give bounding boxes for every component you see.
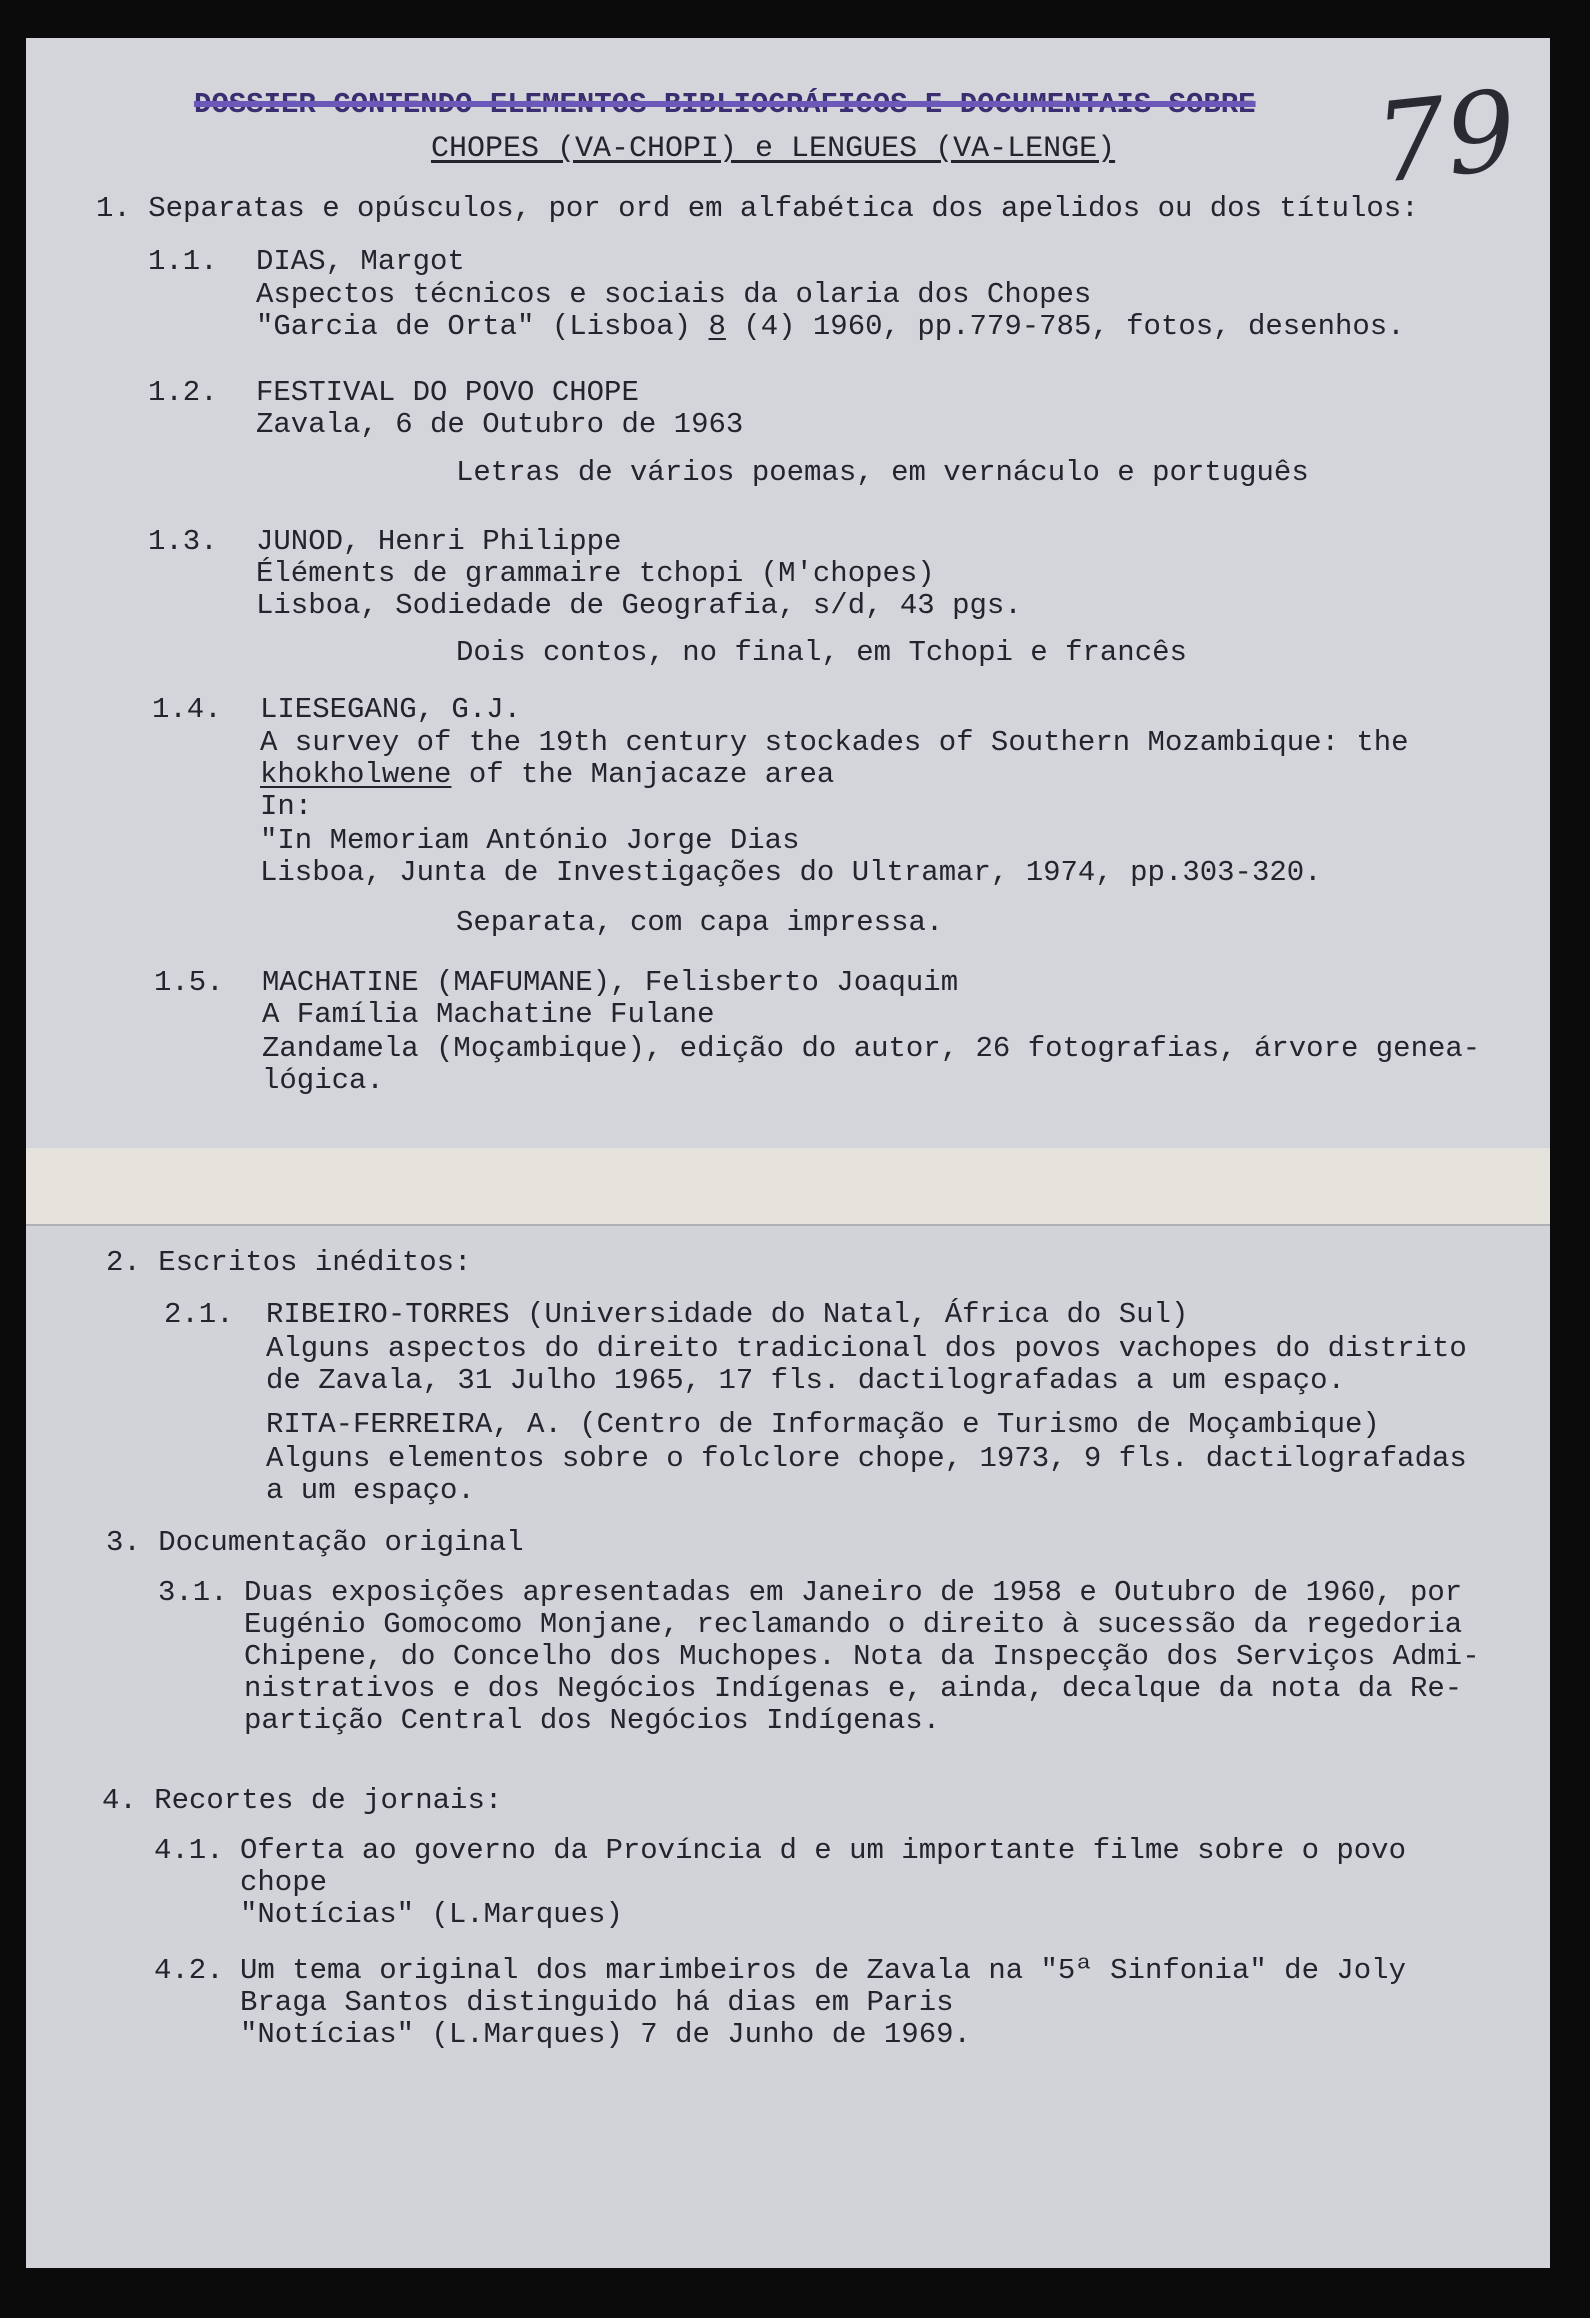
item-number: 1.5. <box>154 966 224 999</box>
item-author: LIESEGANG, G.J. <box>260 693 522 726</box>
section-1-heading: 1. Separatas e opúsculos, por ord em alfabética dos apelidos ou dos títulos: <box>96 192 1419 225</box>
item-author: RITA-FERREIRA, A. (Centro de Informação e Turismo de Moçambique) <box>266 1408 1380 1441</box>
item-in-title: "In Memoriam António Jorge Dias <box>260 824 800 857</box>
item-line: Chipene, do Concelho dos Muchopes. Nota da Inspecção dos Serviços Admi- <box>244 1640 1480 1673</box>
item-author: MACHATINE (MAFUMANE), Felisberto Joaquim <box>262 966 959 999</box>
item-source: "Garcia de Orta" (Lisboa) 8 (4) 1960, pp.779-785, fotos, desenhos. <box>256 310 1405 343</box>
handwritten-page-number: 79 <box>1369 66 1523 208</box>
item-title: Éléments de grammaire tchopi (M'chopes) <box>256 557 935 590</box>
item-number: 1.4. <box>152 693 222 726</box>
document-title: CHOPES (VA-CHOPI) e LENGUES (VA-LENGE) <box>431 132 1116 166</box>
item-author: RIBEIRO-TORRES (Universidade do Natal, África do Sul) <box>266 1298 1189 1331</box>
item-line: "Notícias" (L.Marques) 7 de Junho de 1969. <box>240 2018 971 2051</box>
item-number: 2.1. <box>164 1298 234 1331</box>
item-line: chope <box>240 1866 328 1899</box>
item-title: A Família Machatine Fulane <box>262 998 715 1031</box>
item-line: Braga Santos distinguido há dias em Paris <box>240 1986 954 2019</box>
item-publisher: Zandamela (Moçambique), edição do autor, 26 fotografias, árvore genea- <box>262 1032 1481 1065</box>
item-number: 3.1. <box>158 1576 228 1609</box>
item-line: Duas exposições apresentadas em Janeiro de 1958 e Outubro de 1960, por <box>244 1576 1463 1609</box>
item-number: 4.1. <box>154 1834 224 1867</box>
item-number: 1.1. <box>148 245 218 278</box>
item-line: de Zavala, 31 Julho 1965, 17 fls. dactilografadas a um espaço. <box>266 1364 1345 1397</box>
item-line: Eugénio Gomocomo Monjane, reclamando o direito à sucessão da regedoria <box>244 1608 1463 1641</box>
item-in-label: In: <box>260 790 313 823</box>
item-author: DIAS, Margot <box>256 245 465 278</box>
item-publisher-cont: lógica. <box>262 1064 384 1097</box>
item-line: Alguns aspectos do direito tradicional dos povos vachopes do distrito <box>266 1332 1467 1365</box>
item-publisher: Lisboa, Junta de Investigações do Ultramar, 1974, pp.303-320. <box>260 856 1322 889</box>
item-note: Letras de vários poemas, em vernáculo e português <box>456 456 1309 489</box>
item-number: 1.2. <box>148 376 218 409</box>
item-line: partição Central dos Negócios Indígenas. <box>244 1704 941 1737</box>
item-date: Zavala, 6 de Outubro de 1963 <box>256 408 744 441</box>
item-line: nistrativos e dos Negócios Indígenas e, ainda, decalque da nota da Re- <box>244 1672 1463 1705</box>
item-author: JUNOD, Henri Philippe <box>256 525 622 558</box>
item-title: A survey of the 19th century stockades of Southern Mozambique: the <box>260 726 1409 759</box>
struck-title: DOSSIER CONTENDO ELEMENTOS BIBLIOGRÁFICOS E DOCUMENTAIS SOBRE <box>194 88 1256 121</box>
item-title-cont: khokholwene of the Manjacaze area <box>260 758 835 791</box>
item-publisher: Lisboa, Sodiedade de Geografia, s/d, 43 pgs. <box>256 589 1022 622</box>
document-sheet <box>26 38 1550 2268</box>
item-line: "Notícias" (L.Marques) <box>240 1898 623 1931</box>
item-number: 1.3. <box>148 525 218 558</box>
item-note: Dois contos, no final, em Tchopi e francês <box>456 636 1187 669</box>
section-4-heading: 4. Recortes de jornais: <box>102 1784 503 1817</box>
item-line: a um espaço. <box>266 1474 475 1507</box>
item-number: 4.2. <box>154 1954 224 1987</box>
section-3-heading: 3. Documentação original <box>106 1526 524 1559</box>
item-line: Alguns elementos sobre o folclore chope, 1973, 9 fls. dactilografadas <box>266 1442 1467 1475</box>
item-line: Oferta ao governo da Província d e um importante filme sobre o povo <box>240 1834 1406 1867</box>
section-2-heading: 2. Escritos inéditos: <box>106 1246 472 1279</box>
item-note: Separata, com capa impressa. <box>456 906 944 939</box>
item-title: Aspectos técnicos e sociais da olaria dos Chopes <box>256 278 1092 311</box>
fold-strip <box>26 1148 1550 1224</box>
item-author: FESTIVAL DO POVO CHOPE <box>256 376 639 409</box>
item-line: Um tema original dos marimbeiros de Zavala na "5ª Sinfonia" de Joly <box>240 1954 1406 1987</box>
